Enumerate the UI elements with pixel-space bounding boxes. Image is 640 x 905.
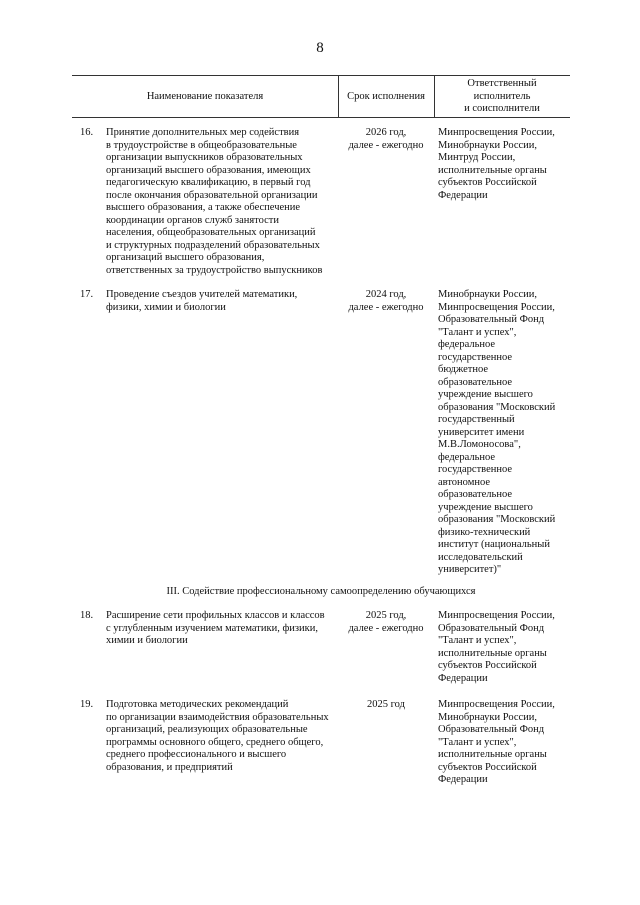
row-19-number: 19.	[80, 699, 94, 710]
row-18-term: 2025 год, далее - ежегодно	[348, 610, 424, 634]
row-19-name: Подготовка методических рекомендаций по организации взаимодействия образовательных организаций, реализующих образовательные программы основного общего, среднего общего, среднего профессионального и высшего образования, и предприятий	[106, 699, 329, 773]
row-16-responsible: Минпросвещения России, Минобрнауки России, Минтруд России, исполнительные органы субъектов Российской Федерации	[438, 127, 555, 201]
row-16-name: Принятие дополнительных мер содействия в трудоустройстве в общеобразовательные организации выпускников образовательных организаций высшего образования, имеющих педагогическую квалификацию, в первый год после окончания образовательной организации высшего образования, а также обеспечение координации органов служб занятости населения, общеобразовательных организаций и структурных подразделений образовательных организаций высшего образования, ответственных за трудоустройство выпускников	[106, 127, 323, 276]
table-top-rule	[72, 75, 570, 76]
row-17-responsible: Минобрнауки России, Минпросвещения России, Образовательный Фонд "Талант и успех", федеральное государственное бюджетное образовательное учреждение высшего образования "Московский государственный университет имени М.В.Ломоносова", федеральное государственное автономное образовательное учреждение высшего образования "Московский физико-технический институт (национальный исследовательский университет)"	[438, 289, 556, 575]
row-17-number: 17.	[80, 289, 94, 300]
row-19-responsible: Минпросвещения России, Минобрнауки России, Образовательный Фонд "Талант и успех", исполнительные органы субъектов Российской Федерации	[438, 699, 555, 785]
row-18-responsible: Минпросвещения России, Образовательный Фонд "Талант и успех", исполнительные органы субъектов Российской Федерации	[438, 610, 555, 684]
section-title: III. Содействие профессиональному самоопределению обучающихся	[166, 586, 476, 597]
header-name: Наименование показателя	[146, 91, 264, 102]
header-responsible: Ответственный исполнитель и соисполнители	[464, 78, 540, 114]
header-term: Срок исполнения	[347, 91, 425, 102]
row-19-term: 2025 год	[367, 699, 405, 710]
row-16-term: 2026 год, далее - ежегодно	[348, 127, 424, 151]
page-number: 8	[316, 40, 324, 56]
row-18-name: Расширение сети профильных классов и классов с углубленным изучением математики, физики, химии и биологии	[106, 610, 325, 646]
row-17-term: 2024 год, далее - ежегодно	[348, 289, 424, 313]
row-17-name: Проведение съездов учителей математики, физики, химии и биологии	[106, 289, 298, 313]
row-18-number: 18.	[80, 610, 94, 621]
table-header-rule	[72, 117, 570, 118]
row-16-number: 16.	[80, 127, 94, 138]
